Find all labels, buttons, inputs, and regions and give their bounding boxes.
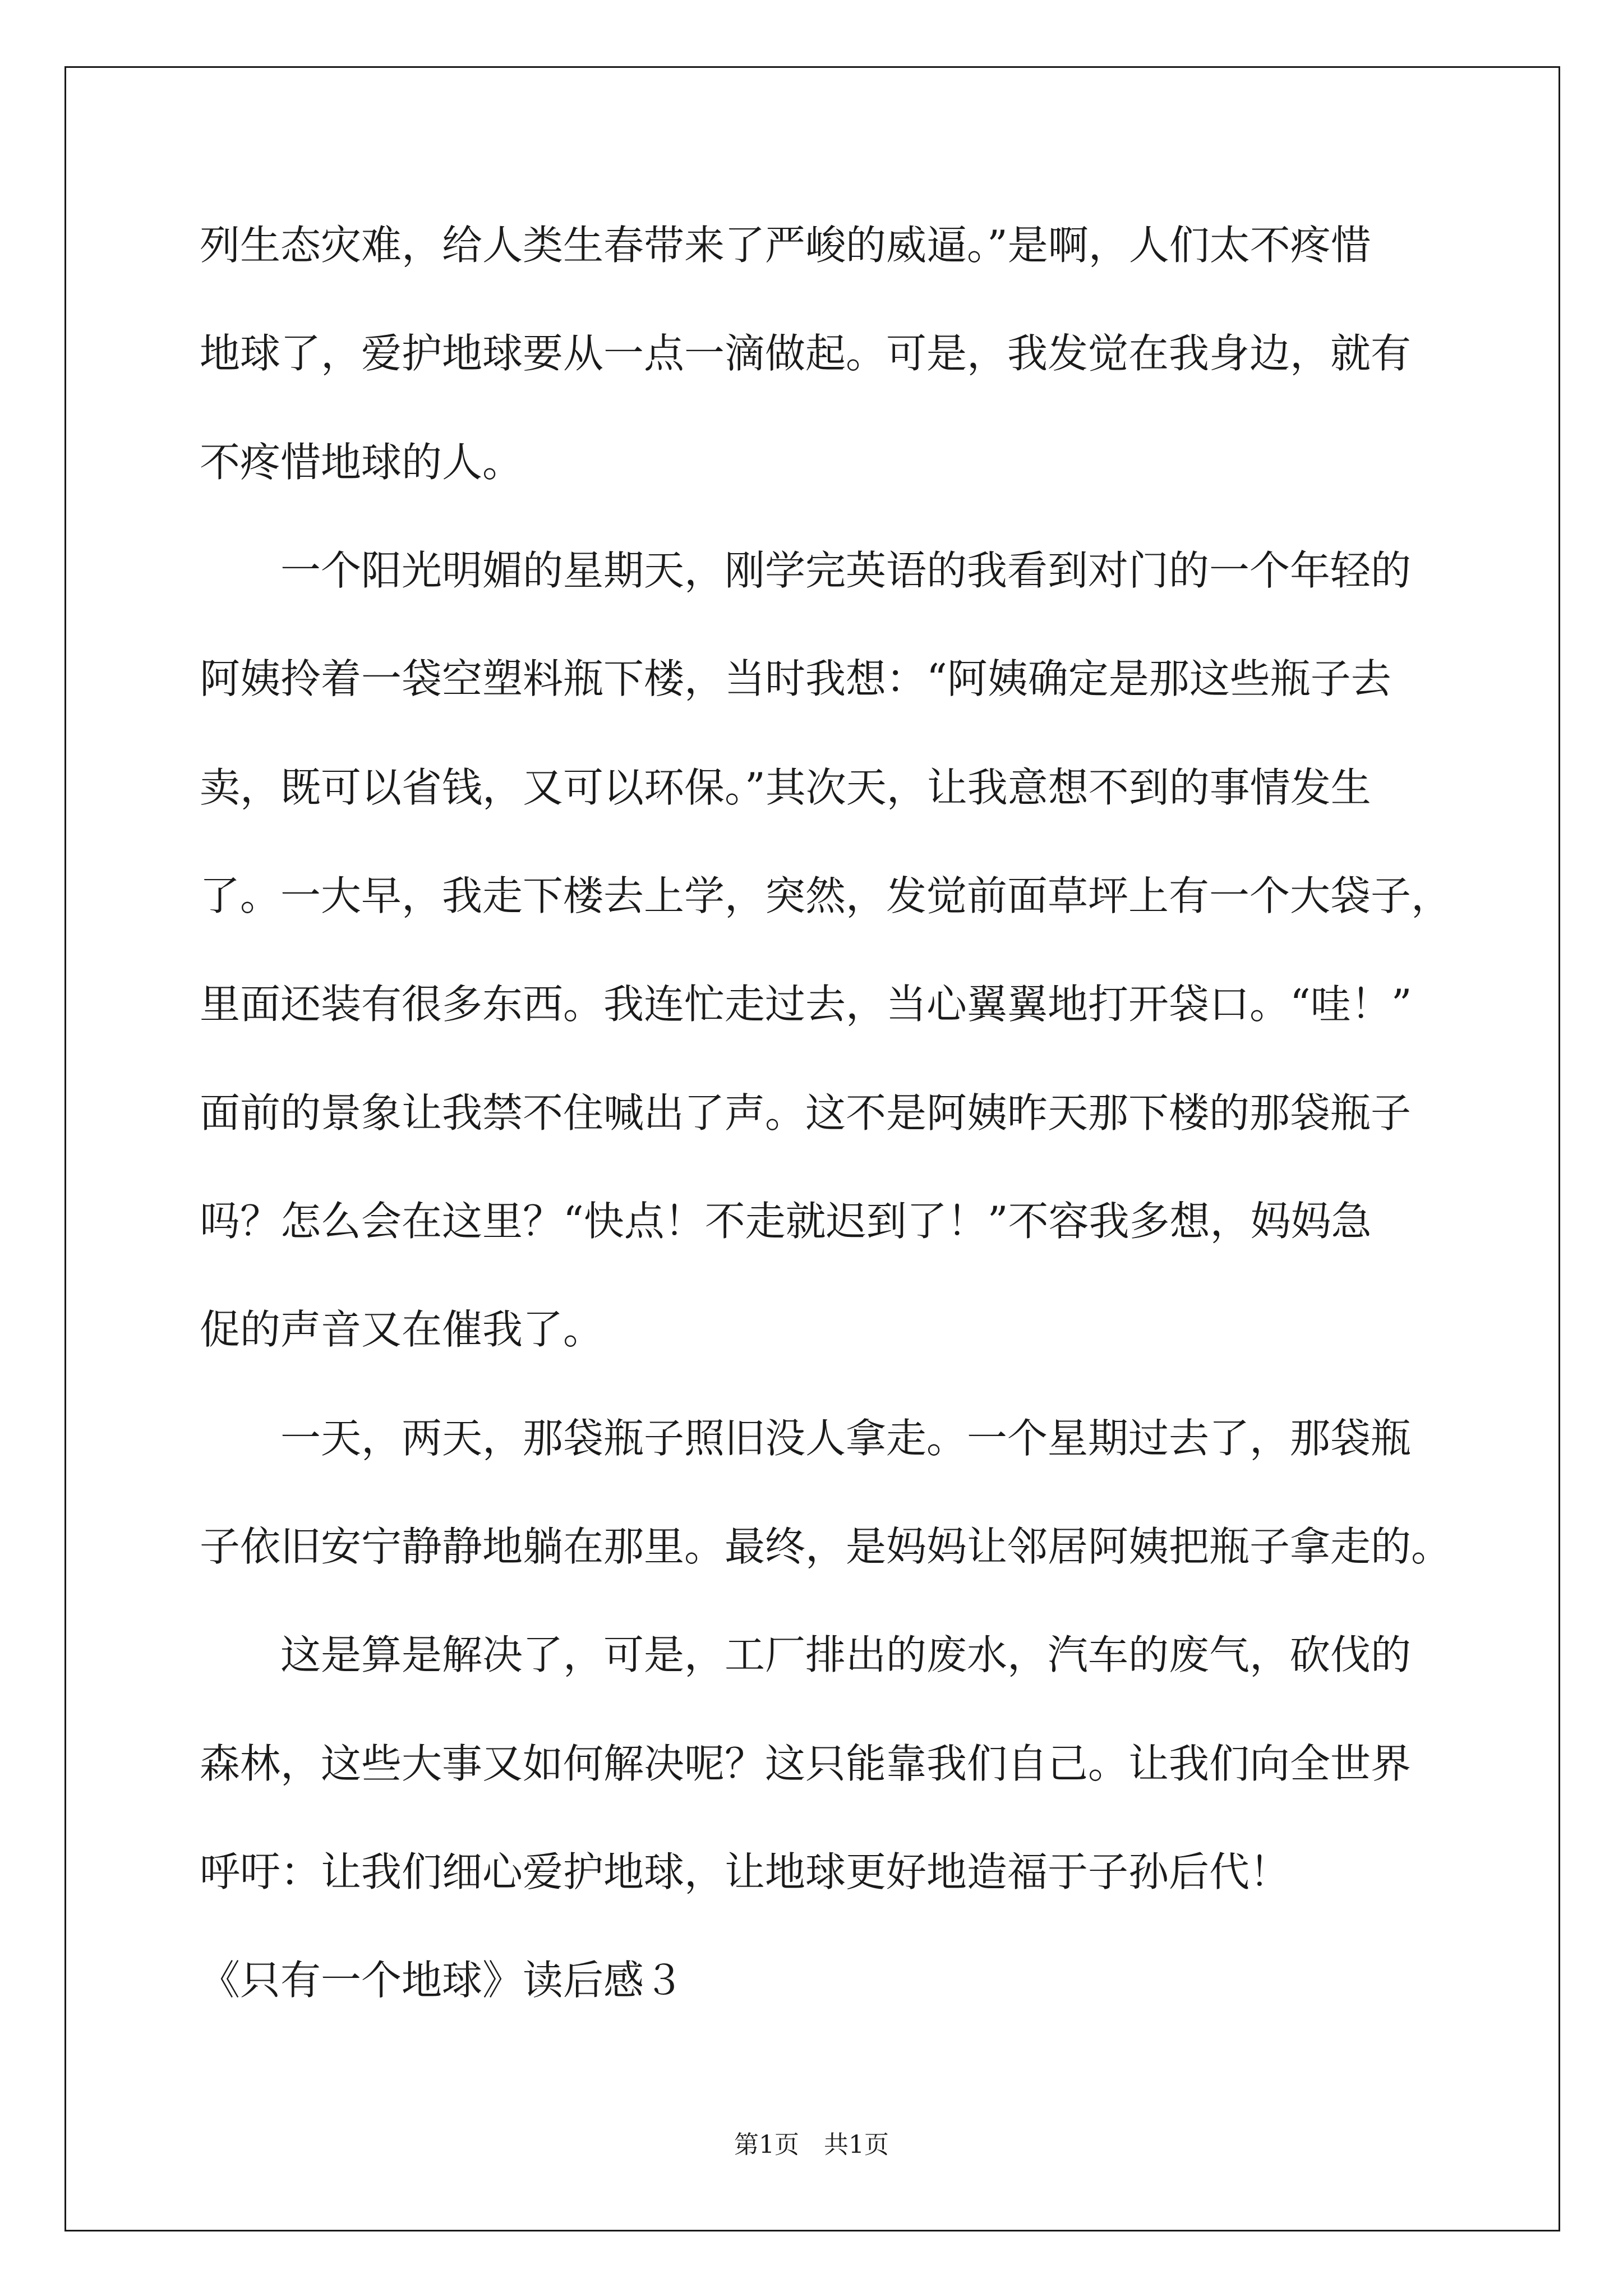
text-line: 面前的景象让我禁不住喊出了声。这不是阿姨昨天那下楼的那袋瓶子 <box>200 1089 1412 1137</box>
text-line: 阿姨拎着一袋空塑料瓶下楼，当时我想：“阿姨确定是那这些瓶子去 <box>200 655 1391 702</box>
text-line: 吗？怎么会在这里？“快点！不走就迟到了！”不容我多想，妈妈急 <box>200 1198 1372 1245</box>
text-line: 森林，这些大事又如何解决呢？这只能靠我们自己。让我们向全世界 <box>200 1740 1412 1787</box>
text-line: 了。一大早，我走下楼去上学，突然，发觉前面草坪上有一个大袋子， <box>200 872 1452 919</box>
page-frame <box>64 66 1560 2231</box>
text-line: 地球了，爱护地球要从一点一滴做起。可是，我发觉在我身边，就有 <box>200 330 1412 377</box>
text-line: 卖，既可以省钱，又可以环保。”其次天，让我意想不到的事情发生 <box>200 764 1371 811</box>
text-line: 列生态灾难，给人类生春带来了严峻的威逼。”是啊，人们太不疼惜 <box>200 222 1371 269</box>
section-heading: 《只有一个地球》读后感３ <box>200 1957 685 2004</box>
text-line: 里面还装有很多东西。我连忙走过去，当心翼翼地打开袋口。“哇！” <box>200 981 1412 1028</box>
text-line: 一个阳光明媚的星期天，刚学完英语的我看到对门的一个年轻的 <box>200 547 1412 594</box>
text-line: 子依旧安宁静静地躺在那里。最终，是妈妈让邻居阿姨把瓶子拿走的。 <box>200 1523 1452 1570</box>
text-line: 促的声音又在催我了。 <box>200 1306 604 1353</box>
text-line: 呼吁：让我们细心爱护地球，让地球更好地造福于子孙后代！ <box>200 1848 1290 1895</box>
page-footer: 第1页 共1页 <box>734 2131 889 2159</box>
text-line: 不疼惜地球的人。 <box>200 439 523 486</box>
text-line: 一天，两天，那袋瓶子照旧没人拿走。一个星期过去了，那袋瓶 <box>200 1415 1412 1462</box>
text-line: 这是算是解决了，可是，工厂排出的废水，汽车的废气，砍伐的 <box>200 1631 1412 1678</box>
